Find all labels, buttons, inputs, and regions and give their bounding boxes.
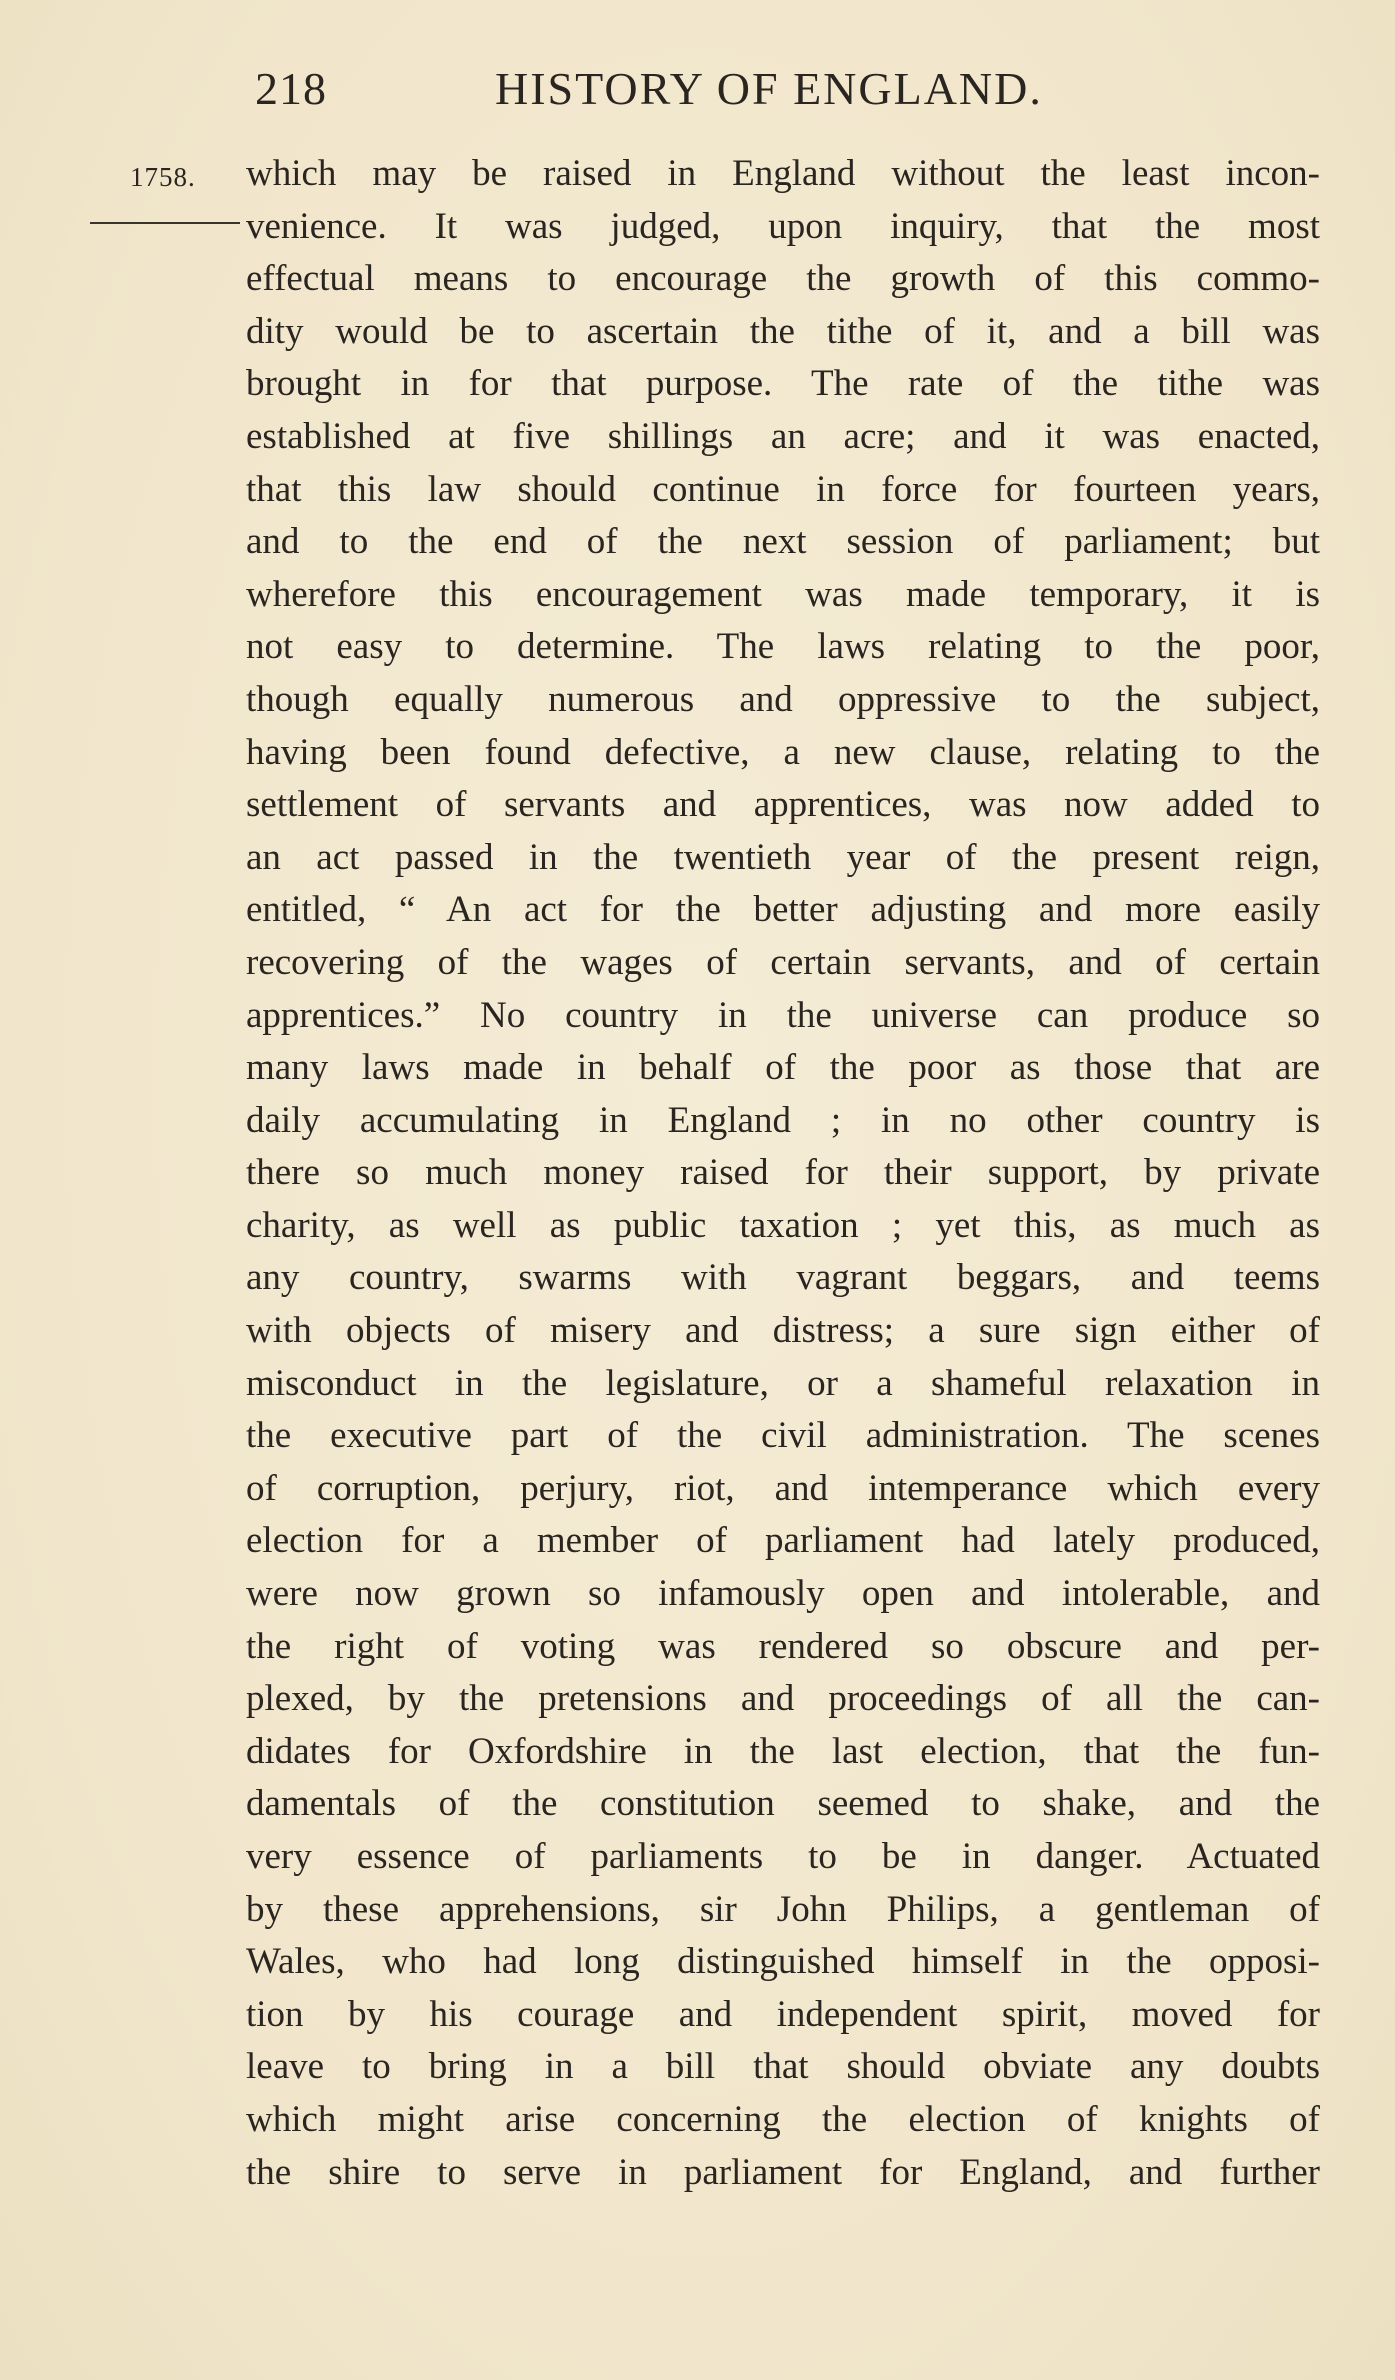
margin-rule-divider [90, 222, 240, 224]
text-line: effectual means to encourage the growth of this commo- [246, 258, 1320, 300]
text-line: election for a member of parliament had lately produced, [246, 1520, 1320, 1562]
text-line: misconduct in the legislature, or a shameful relaxation in [246, 1362, 1320, 1404]
text-line: dity would be to ascertain the tithe of it, and a bill was [246, 310, 1320, 352]
text-line: any country, swarms with vagrant beggars, and teems [246, 1257, 1320, 1299]
text-line: recovering of the wages of certain servants, and of certain [246, 941, 1320, 983]
text-line: the shire to serve in parliament for England, and further [246, 2151, 1320, 2193]
text-line: though equally numerous and oppressive to the subject, [246, 678, 1320, 720]
text-line: an act passed in the twentieth year of the present reign, [246, 836, 1320, 878]
body-text [246, 148, 1320, 2199]
running-title: HISTORY OF ENGLAND. [495, 63, 1043, 114]
text-line: were now grown so infamously open and intolerable, and [246, 1573, 1320, 1615]
text-line: many laws made in behalf of the poor as those that are [246, 1047, 1320, 1089]
text-line: not easy to determine. The laws relating to the poor, [246, 626, 1320, 668]
text-line: wherefore this encouragement was made temporary, it is [246, 573, 1320, 615]
text-line: very essence of parliaments to be in danger. Actuated [246, 1836, 1320, 1877]
page-number: 218 [255, 63, 327, 114]
text-line: tion by his courage and independent spirit, moved for [246, 1993, 1320, 2035]
text-line: charity, as well as public taxation ; yet this, as much as [246, 1204, 1320, 1246]
text-line: with objects of misery and distress; a sure sign either of [246, 1310, 1320, 1352]
text-line: of corruption, perjury, riot, and intemperance which every [246, 1467, 1320, 1509]
text-line: Wales, who had long distinguished himself in the opposi- [246, 1941, 1320, 1983]
text-line: having been found defective, a new clause, relating to the [246, 731, 1320, 773]
margin-year-note: 1758. [130, 162, 196, 192]
text-line: which might arise concerning the election of knights of [246, 2098, 1320, 2140]
text-line: the executive part of the civil administration. The scenes [246, 1415, 1320, 1457]
text-line: apprentices.” No country in the universe can produce so [246, 994, 1320, 1036]
text-line: the right of voting was rendered so obscure and per- [246, 1625, 1320, 1667]
text-line: entitled, “ An act for the better adjusting and more easily [246, 889, 1320, 931]
text-line: and to the end of the next session of parliament; but [246, 521, 1320, 563]
text-line: which may be raised in England without the least incon- [246, 153, 1320, 194]
page-header [255, 62, 1315, 132]
text-line: damentals of the constitution seemed to shake, and the [246, 1783, 1320, 1825]
text-line: there so much money raised for their support, by private [246, 1152, 1320, 1194]
text-line: leave to bring in a bill that should obviate any doubts [246, 2046, 1320, 2088]
text-line: daily accumulating in England ; in no other country is [246, 1099, 1320, 1141]
text-line: venience. It was judged, upon inquiry, that the most [246, 205, 1320, 247]
text-line: didates for Oxfordshire in the last election, that the fun- [246, 1730, 1320, 1772]
text-line: settlement of servants and apprentices, was now added to [246, 784, 1320, 826]
text-line: by these apprehensions, sir John Philips, a gentleman of [246, 1888, 1320, 1930]
text-line: brought in for that purpose. The rate of the tithe was [246, 363, 1320, 405]
text-line: plexed, by the pretensions and proceedings of all the can- [246, 1678, 1320, 1720]
text-line: established at five shillings an acre; and it was enacted, [246, 415, 1320, 457]
text-line: that this law should continue in force for fourteen years, [246, 468, 1320, 510]
